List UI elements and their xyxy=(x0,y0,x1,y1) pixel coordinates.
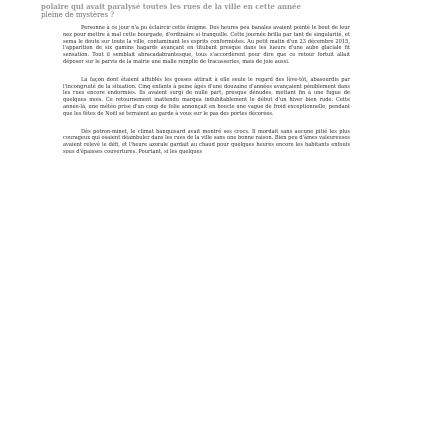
paragraph-text-1: Personne à ce jour n'a pu éclaircir cette énigme. Des heures peu banales avaient pointé le bout de leur nez pour mettre à mal cette bourgade, d'ordinaire si tranquille. Cette journée brilla par tant de singularité, et sema le doute sur toute la ville, contaminant les esprits conformistes. Au petit matin d'un 23 décembre 2015, l'apparition de six gamins hagards avançant en titubant presque dans les lueurs d'une aube glaciale fit sensation. Tout il semblait abracadabrantesque, tous s'accordèrent pour dire que ce retour fortuit allait déposer sur le parvis de la mairie une malle remplie de tracasseries, mais de joie aussi. xyxy=(63,25,350,65)
paragraph xyxy=(63,77,350,118)
page-header xyxy=(0,0,432,26)
text-column xyxy=(63,25,350,167)
paragraph-text-3: Dès potron-minet, le climat banquisard avait montré ses crocs. Il mordait sans aucune pitié les plus courageux qui osaient déambuler dans les rues de la ville sans une bonne raison. Bien peu d'âmes valeureuses avaient relevé le défi, et l'heure azorale gardait au chaud pour quelques heures encore les habitants enfouis sous d'épaisses couvertures. Pourtant, si les quelques xyxy=(63,128,350,155)
header-line-1: polaire qui avait paralysé toutes les rues de la ville en cette année xyxy=(41,2,301,11)
header-line-2: pleine de mystères ? xyxy=(41,11,115,19)
paragraph xyxy=(63,129,350,156)
paragraph xyxy=(63,25,350,66)
paragraph-text-2: La façon dont étaient affublés les gosses attirait à elle seule le regard des lève-tôt, abasourdis par l'incongruité de la situation. Cinq enfants à peine âgés d'une douzaine d'années avançaient péniblement dans les rues encore endormies. Ils avaient surgi de nulle part, presque dénudés, mettant fin à une fugue de quelques mois. Ce retournement inattendu marqua indubitablement le début d'un hiver bien rude. Cette année-là, une météo prise d'un coup de folie annonçait en boucle une vague de froid exceptionnelle, pendant que les fêtes de Noël se terraient au garde à vous sur le pas des portes décorées. xyxy=(63,76,350,117)
